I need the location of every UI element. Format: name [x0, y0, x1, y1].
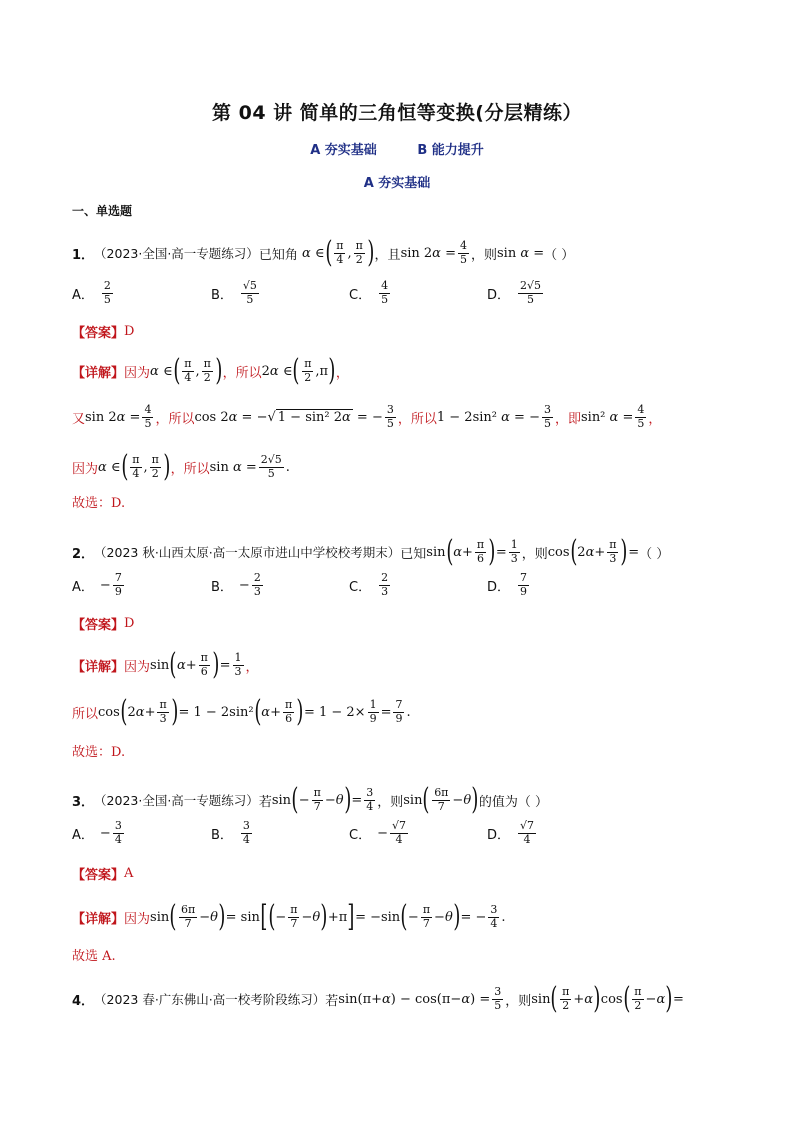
- detail-line-1: 【详解】 因为 sin ( α + $\frac{\pi}{6}$ ) = $\frac{1}{3}$ ，: [72, 647, 259, 682]
- stem-text: 已知角: [258, 247, 298, 263]
- option-denominator: 9: [520, 584, 528, 598]
- option-a[interactable]: [72, 280, 115, 306]
- stem-text: ，则: [470, 247, 497, 263]
- stem-text: 的值为（ ）: [478, 794, 549, 810]
- detail-text: ，所以: [155, 411, 195, 427]
- option-denominator: 4: [395, 832, 403, 846]
- detail-tag: 【详解】: [72, 911, 125, 927]
- option-d[interactable]: [487, 280, 545, 306]
- option-denominator: 4: [523, 832, 531, 846]
- stem-text: 若: [258, 794, 272, 810]
- option-b[interactable]: [211, 572, 265, 598]
- detail-text: ，所以: [397, 411, 437, 427]
- option-d[interactable]: [487, 820, 538, 846]
- stem-text: （ ）: [639, 546, 670, 562]
- conclusion-3: [72, 945, 116, 964]
- option-label: C．: [349, 287, 372, 303]
- option-denominator: 5: [246, 292, 254, 306]
- stem-text: ，则: [505, 993, 532, 1009]
- option-denominator: 5: [527, 292, 535, 306]
- question-source: （2023·全国·高一专题练习）: [94, 793, 259, 808]
- option-label: A．: [72, 287, 94, 303]
- option-b[interactable]: [211, 820, 254, 846]
- option-numerator: 7: [520, 571, 528, 584]
- option-d[interactable]: [487, 572, 531, 598]
- stem-text: 若: [325, 993, 339, 1009]
- option-label: D．: [487, 827, 511, 843]
- detail-text: 因为: [124, 659, 151, 675]
- option-a[interactable]: [72, 572, 126, 598]
- detail-text: 所以: [72, 706, 99, 722]
- option-label: B．: [211, 287, 233, 303]
- answer-line: [72, 322, 134, 341]
- page-title: 第 04 讲 简单的三角恒等变换(分层精练）: [212, 102, 582, 124]
- option-denominator: 5: [103, 292, 111, 306]
- answer-value: D: [124, 324, 135, 339]
- option-label: B．: [211, 579, 233, 595]
- question-source: （2023·全国·高一专题练习）: [94, 246, 259, 261]
- section-heading: 一、单选题: [72, 204, 133, 218]
- detail-text: 又: [72, 411, 86, 427]
- option-c[interactable]: [349, 280, 392, 306]
- stem-text: ，且: [374, 247, 401, 263]
- detail-tag: 【详解】: [72, 365, 125, 381]
- question-3-stem: 3． （2023·全国·高一专题练习） 若 sin ( − $\frac{\pi}{7}$ − θ ) = $\frac{3}{4}$ ，则 sin ( $\frac{6\pi}{7}$ − θ ) 的值为（ ）: [72, 782, 549, 817]
- section-subhead: A 夯实基础: [363, 176, 431, 191]
- option-label: A．: [72, 579, 94, 595]
- answer-line: [72, 614, 134, 633]
- question-source: （2023 春·广东佛山·高一校考阶段练习）: [94, 992, 326, 1007]
- option-numerator: √7: [520, 819, 535, 832]
- detail-text: 因为: [124, 911, 151, 927]
- detail-line-2: 所以 cos ( 2 α + $\frac{\pi}{3}$ ) = 1 − 2sin² ( α + $\frac{\pi}{6}$ ) = 1 − 2× $\frac{1}{9}$ = $\frac{7}{9}$ .: [72, 694, 411, 729]
- conclusion-2: [72, 741, 125, 760]
- question-number: 3．: [72, 794, 95, 810]
- option-label: D．: [487, 287, 511, 303]
- detail-text: 因为: [124, 365, 151, 381]
- nav-link-b[interactable]: B 能力提升: [417, 143, 484, 158]
- option-sign: −: [99, 577, 111, 593]
- detail-tag: 【详解】: [72, 659, 125, 675]
- detail-line-1: 【详解】 因为 sin ( $\frac{6\pi}{7}$ − θ ) = sin [ ( − $\frac{\pi}{7}$ − θ ) +π ] = −sin ( − $\frac{\pi}{7}$ − θ ) = − $\frac{3}{4}$ .: [72, 899, 506, 934]
- option-numerator: 2: [381, 571, 389, 584]
- option-label: D．: [487, 579, 511, 595]
- option-numerator: 4: [381, 279, 389, 292]
- question-4-stem: 4． （2023 春·广东佛山·高一校考阶段练习） 若 sin(π+α) − cos(π−α) = $\frac{3}{5}$ ，则 sin ( $\frac{\pi}{2}$ + α ) cos ( $\frac{\pi}{2}$ − α ) =: [72, 981, 684, 1016]
- answer-value: A: [124, 866, 134, 881]
- detail-text: ，所以: [222, 365, 262, 381]
- option-numerator: 3: [114, 819, 122, 832]
- option-numerator: 2√5: [520, 279, 542, 292]
- option-numerator: √5: [242, 279, 257, 292]
- option-numerator: 2: [103, 279, 111, 292]
- option-denominator: 4: [242, 832, 250, 846]
- stem-text: ，则: [377, 794, 404, 810]
- option-denominator: 3: [253, 584, 261, 598]
- answer-value: D: [124, 616, 135, 631]
- question-number: 2．: [72, 546, 95, 562]
- detail-text: ，所以: [170, 461, 210, 477]
- option-denominator: 3: [381, 584, 389, 598]
- option-label: C．: [349, 827, 372, 843]
- detail-line-1: 【详解】 因为 α ∈ ( $\frac{\pi}{4}$ , $\frac{\pi}{2}$ ) ，所以 2α ∈ ( $\frac{\pi}{2}$ ,π ) ，: [72, 353, 349, 388]
- question-number: 1．: [72, 247, 95, 263]
- option-sign: −: [238, 577, 250, 593]
- option-label: C．: [349, 579, 372, 595]
- option-c[interactable]: [349, 820, 410, 846]
- option-numerator: 2: [253, 571, 261, 584]
- stem-text: 已知: [400, 546, 427, 562]
- option-numerator: 7: [114, 571, 122, 584]
- option-sign: −: [99, 825, 111, 841]
- option-c[interactable]: [349, 572, 392, 598]
- option-label: A．: [72, 827, 94, 843]
- conclusion-text: 故选：D.: [72, 496, 126, 511]
- option-numerator: √7: [391, 819, 406, 832]
- option-sign: −: [377, 825, 388, 841]
- detail-text: 因为: [72, 461, 99, 477]
- conclusion-text: 故选 A.: [72, 949, 116, 964]
- option-numerator: 3: [242, 819, 250, 832]
- answer-line: [72, 864, 133, 883]
- option-b[interactable]: [211, 280, 261, 306]
- answer-tag: 【答案】: [72, 326, 125, 341]
- option-label: B．: [211, 827, 233, 843]
- answer-tag: 【答案】: [72, 618, 125, 633]
- question-1-stem: 1． （2023·全国·高一专题练习） 已知角 α ∈ ( $\frac{\pi}{4}$ , $\frac{\pi}{2}$ ) ，且 sin 2α = $\frac{4}{5}$ ，则 sin α = （ ）: [72, 235, 575, 270]
- conclusion-1: [72, 492, 125, 511]
- stem-text: （ ）: [544, 247, 575, 263]
- question-source: （2023 秋·山西太原·高一太原市进山中学校校考期末）: [94, 545, 401, 560]
- nav-link-a[interactable]: A 夯实基础: [310, 143, 377, 158]
- conclusion-text: 故选：D.: [72, 745, 126, 760]
- question-number: 4．: [72, 993, 95, 1009]
- answer-tag: 【答案】: [72, 868, 125, 883]
- option-denominator: 4: [114, 832, 122, 846]
- detail-text: ，即: [554, 411, 581, 427]
- detail-line-3: 因为 α ∈ ( $\frac{\pi}{4}$ , $\frac{\pi}{2}$ ) ，所以 sin α = $\frac{2√5}{5}$ .: [72, 449, 290, 484]
- detail-line-2: 又 sin 2α = $\frac{4}{5}$ ，所以 cos 2α = −√ 1 − sin² 2α = − $\frac{3}{5}$ ，所以 1 − 2sin² α = − $\frac{3}{5}$ ，即 sin² α = $\frac{4}{5}$ ，: [72, 403, 662, 430]
- question-2-stem: 2． （2023 秋·山西太原·高一太原市进山中学校校考期末） 已知 sin ( α + $\frac{\pi}{6}$ ) = $\frac{1}{3}$ ，则 cos ( 2 α + $\frac{\pi}{3}$ ) = （ ）: [72, 534, 670, 569]
- stem-text: ，则: [521, 546, 548, 562]
- option-denominator: 5: [381, 292, 389, 306]
- option-denominator: 9: [114, 584, 122, 598]
- option-a[interactable]: [72, 820, 126, 846]
- level-nav: [0, 139, 794, 158]
